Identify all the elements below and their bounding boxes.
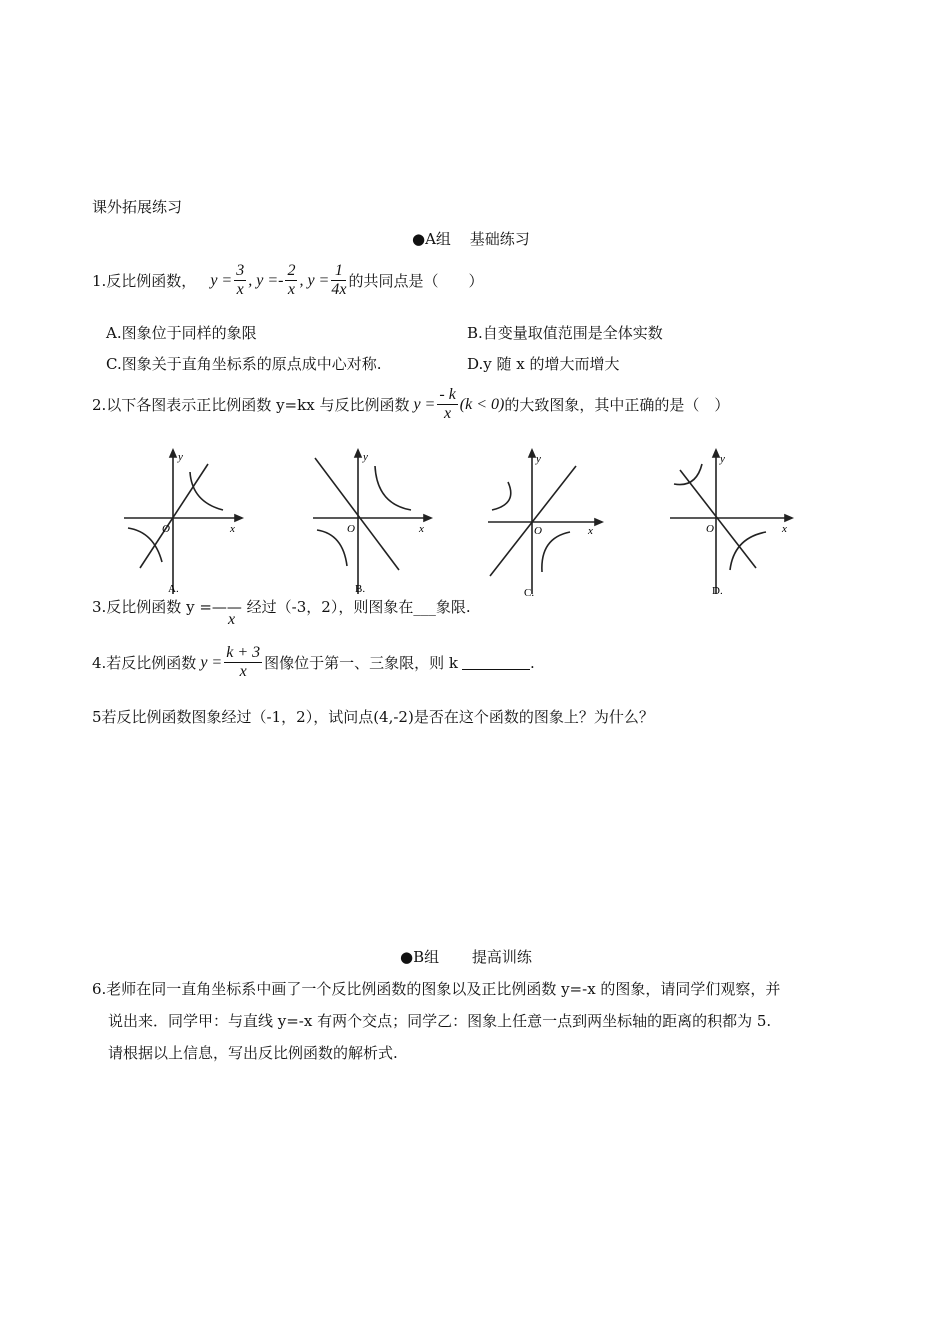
y-arrow <box>713 450 719 457</box>
graph-b-y-label: y <box>363 451 368 463</box>
group-b-heading <box>400 946 532 967</box>
q2-condition: (k < 0) <box>459 395 505 413</box>
q1-option-d: D.y 随 x 的增大而增大 <box>467 355 620 373</box>
x-arrow <box>595 519 602 525</box>
q4-den: x <box>239 663 247 680</box>
question-3: 3.反比例函数 y =—— 经过（-3，2），则图象在___象限. <box>92 598 471 616</box>
graph-c <box>484 444 614 598</box>
q1-prefix: 1.反比例函数， <box>92 272 197 290</box>
bullet: ● <box>412 230 426 248</box>
line-graph-c <box>490 466 576 576</box>
curve-q4-graph-d <box>730 532 766 570</box>
q1-f1-num: 3 <box>236 262 245 279</box>
q4-prefix: 4.若反比例函数 <box>92 654 197 672</box>
curve-q2-graph-c <box>492 482 511 510</box>
q1-option-c: C.图象关于直角坐标系的原点成中心对称. <box>106 355 382 373</box>
curve-q3-graph-b <box>317 530 347 566</box>
q2-suffix: 的大致图象，其中正确的是（ ） <box>504 396 730 414</box>
graph-c-y-label: y <box>536 453 541 465</box>
q2-lhs: y = <box>413 395 436 413</box>
graph-c-label: C. <box>524 587 535 598</box>
q1-f2-lhs: , y =- <box>248 271 284 289</box>
graph-c-x-label: x <box>588 525 593 537</box>
q1-f3-fraction <box>331 262 346 299</box>
group-a-label: A组 <box>425 230 451 248</box>
q1-f2-num: 2 <box>287 262 296 279</box>
q4-end: . <box>529 653 535 672</box>
q1-option-b: B.自变量取值范围是全体实数 <box>467 324 663 342</box>
line-graph-a <box>140 464 208 568</box>
graph-b <box>307 444 437 598</box>
graph-b-label: B. <box>355 583 366 595</box>
q1-option-a: A.图象位于同样的象限 <box>106 324 257 342</box>
y-arrow <box>355 450 361 457</box>
group-a-title: 基础练习 <box>469 230 530 248</box>
graph-d-y-label: y <box>720 453 725 465</box>
q1-f2-den: x <box>287 281 295 298</box>
group-b-title: 提高训练 <box>471 948 532 966</box>
x-arrow <box>785 515 792 521</box>
graph-d <box>666 444 796 598</box>
group-a-heading <box>412 228 530 249</box>
q4-answer-blank <box>462 655 530 670</box>
question-1 <box>92 262 483 299</box>
q4-fraction <box>224 644 262 681</box>
curve-q3-graph-a <box>128 528 162 562</box>
y-arrow <box>170 450 176 457</box>
q2-den: x <box>444 405 452 422</box>
q3-den: x <box>228 611 236 628</box>
line-graph-d <box>680 470 756 568</box>
q1-suffix: 的共同点是（ ） <box>348 272 484 290</box>
question-5: 5若反比例函数图象经过（-1，2），试问点(4,-2)是否在这个函数的图象上？为什么？ <box>92 708 654 726</box>
graph-d-label: D. <box>712 585 723 597</box>
q1-f2-fraction <box>285 262 297 299</box>
graph-d-x-label: x <box>782 523 787 535</box>
q2-fraction <box>437 386 457 423</box>
question-4 <box>92 644 535 681</box>
graph-a-origin: O <box>162 523 170 535</box>
bullet: ● <box>400 948 414 966</box>
line-graph-b <box>315 458 399 570</box>
q1-f3-den: 4x <box>331 281 347 298</box>
graph-a-y-label: y <box>178 451 183 463</box>
graph-b-origin: O <box>347 523 355 535</box>
y-arrow <box>529 450 535 457</box>
question-6-line-3: 请根据以上信息，写出反比例函数的解析式. <box>108 1044 398 1062</box>
x-arrow <box>424 515 431 521</box>
graph-a-x-label: x <box>230 523 235 535</box>
q1-f3-lhs: , y = <box>299 271 330 289</box>
q1-f1-lhs: y = <box>210 271 233 289</box>
question-2 <box>92 386 729 423</box>
question-6-line-2: 说出来．同学甲：与直线 y=-x 有两个交点；同学乙：图象上任意一点到两坐标轴的距离的积都为 5. <box>108 1012 772 1030</box>
graph-d-origin: O <box>706 523 714 535</box>
group-b-label: B组 <box>413 948 440 966</box>
q2-num: - k <box>439 386 456 403</box>
curve-q1-graph-a <box>190 472 223 510</box>
q2-prefix: 2.以下各图表示正比例函数 y=kx 与反比例函数 <box>92 396 410 414</box>
graph-a <box>118 444 248 598</box>
q4-num: k + 3 <box>226 644 261 661</box>
q4-lhs: y = <box>200 653 223 671</box>
graph-a-label: A. <box>168 583 179 595</box>
graph-b-x-label: x <box>419 523 424 535</box>
graph-c-origin: O <box>534 525 542 537</box>
curve-q4-graph-c <box>542 532 570 572</box>
q4-suffix: 图像位于第一、三象限，则 k <box>264 654 458 672</box>
q1-f1-fraction <box>234 262 246 299</box>
curve-q1-graph-b <box>375 466 411 510</box>
q1-f3-num: 1 <box>331 262 346 281</box>
x-arrow <box>235 515 242 521</box>
section-title: 课外拓展练习 <box>92 198 183 216</box>
question-6-line-1: 6.老师在同一直角坐标系中画了一个反比例函数的图象以及正比例函数 y=-x 的图象，请同学们观察，并 <box>92 980 781 998</box>
q1-f1-den: x <box>236 281 244 298</box>
